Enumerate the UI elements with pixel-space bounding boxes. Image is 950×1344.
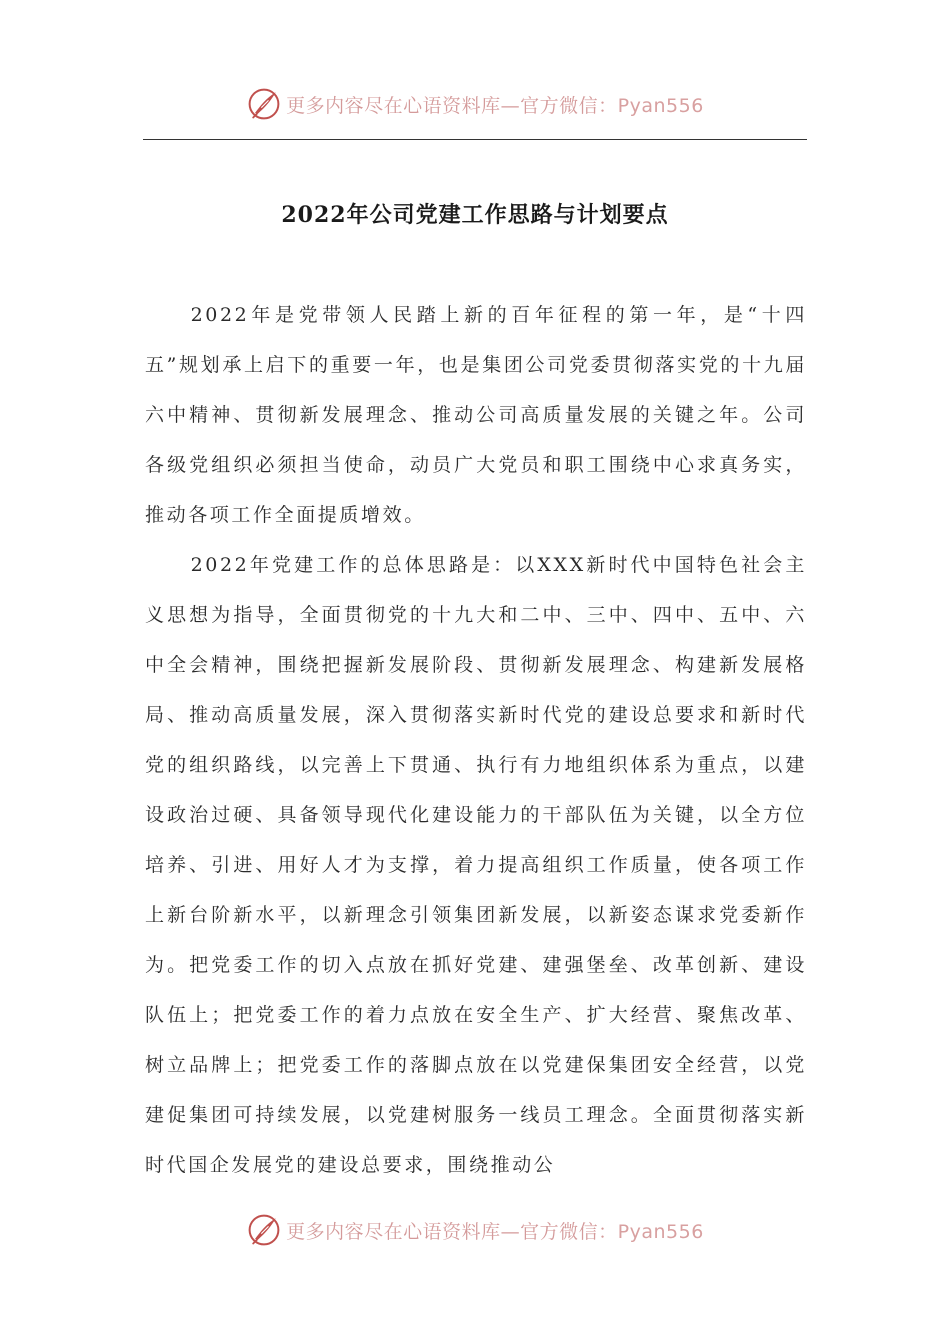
banner-text [286, 91, 704, 118]
banner-text [286, 1217, 704, 1244]
banner-slogan: 更多内容尽在心语资料库—官方微信： [286, 94, 618, 117]
paragraph-2: 2022年党建工作的总体思路是：以XXX新时代中国特色社会主义思想为指导，全面贯彻党的十九大和二中、三中、四中、五中、六中全会精神，围绕把握新发展阶段、贯彻新发展理念、构建新发展格局、推动高质量发展，深入贯彻落实新时代党的建设总要求和新时代党的组织路线，以完善上下贯通、执行有力地组织体系为重点，以建设政治过硬、具备领导现代化建设能力的干部队伍为关键，以全方位培养、引进、用好人才为支撑，着力提高组织工作质量，使各项工作上新台阶新水平，以新理念引领集团新发展，以新姿态谋求党委新作为。把党委工作的切入点放在抓好党建、建强堡垒、改革创新、建设队伍上；把党委工作的着力点放在安全生产、扩大经营、聚焦改革、树立品牌上；把党委工作的落脚点放在以党建保集团安全经营，以党建促集团可持续发展，以党建树服务一线员工理念。全面贯彻落实新时代国企发展党的建设总要求，围绕推动公 [145, 554, 807, 1176]
document-body [145, 290, 807, 1190]
footer-banner [0, 1206, 950, 1254]
paragraph-1: 2022年是党带领人民踏上新的百年征程的第一年，是“十四五”规划承上启下的重要一年，也是集团公司党委贯彻落实党的十九届六中精神、贯彻新发展理念、推动公司高质量发展的关键之年。公司各级党组织必须担当使命，动员广大党员和职工围绕中心求真务实，推动各项工作全面提质增效。 [145, 304, 807, 526]
banner-wechat-id: Pyan556 [617, 94, 704, 117]
quill-logo-icon [246, 1212, 282, 1248]
header-banner [0, 80, 950, 128]
banner-wechat-id: Pyan556 [617, 1220, 704, 1243]
quill-logo-icon [246, 86, 282, 122]
banner-slogan: 更多内容尽在心语资料库—官方微信： [286, 1220, 618, 1243]
header-divider [143, 139, 807, 140]
document-title: 2022年公司党建工作思路与计划要点 [281, 202, 669, 228]
